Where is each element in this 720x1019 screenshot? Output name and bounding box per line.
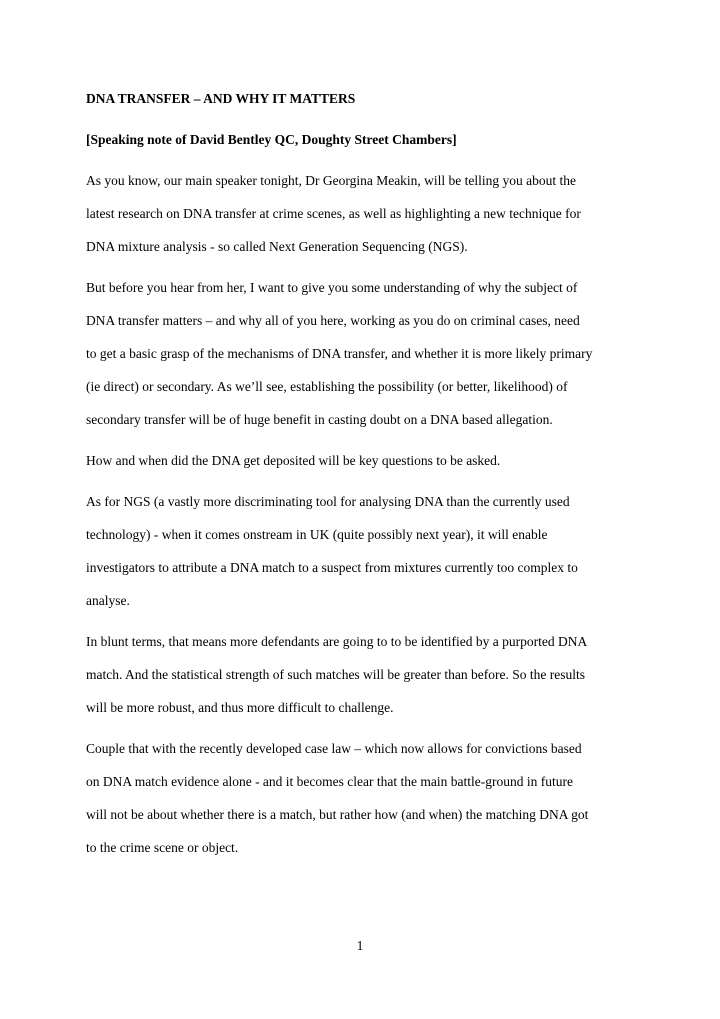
- paragraph-line: (ie direct) or secondary. As we’ll see, establishing the possibility (or better, likelihood) of: [86, 379, 568, 394]
- paragraph-line: will be more robust, and thus more difficult to challenge.: [86, 700, 394, 715]
- document-subtitle: [Speaking note of David Bentley QC, Doughty Street Chambers]: [86, 132, 457, 147]
- paragraph-1: [86, 164, 646, 263]
- paragraph-line: technology) - when it comes onstream in UK (quite possibly next year), it will enable: [86, 527, 548, 542]
- paragraph-line: secondary transfer will be of huge benefit in casting doubt on a DNA based allegation.: [86, 412, 553, 427]
- document-title: DNA TRANSFER – AND WHY IT MATTERS: [86, 91, 356, 106]
- paragraph-3: [86, 444, 646, 477]
- paragraph-line: How and when did the DNA get deposited will be key questions to be asked.: [86, 453, 501, 468]
- paragraph-6: [86, 732, 646, 864]
- paragraph-line: will not be about whether there is a match, but rather how (and when) the matching DNA got: [86, 807, 589, 822]
- paragraph-line: to the crime scene or object.: [86, 840, 239, 855]
- paragraph-line: As for NGS (a vastly more discriminating tool for analysing DNA than the currently used: [86, 494, 570, 509]
- paragraph-5: [86, 625, 646, 724]
- paragraph-line: But before you hear from her, I want to give you some understanding of why the subject of: [86, 280, 578, 295]
- paragraph-2: [86, 271, 646, 436]
- paragraph-line: analyse.: [86, 593, 130, 608]
- paragraph-line: to get a basic grasp of the mechanisms of DNA transfer, and whether it is more likely primary: [86, 346, 593, 361]
- paragraph-line: As you know, our main speaker tonight, Dr Georgina Meakin, will be telling you about the: [86, 173, 577, 188]
- paragraph-line: Couple that with the recently developed case law – which now allows for convictions based: [86, 741, 582, 756]
- paragraph-line: on DNA match evidence alone - and it becomes clear that the main battle-ground in future: [86, 774, 573, 789]
- paragraph-4: [86, 485, 646, 617]
- page-number: 1: [356, 938, 364, 953]
- paragraph-line: DNA transfer matters – and why all of you here, working as you do on criminal cases, need: [86, 313, 580, 328]
- paragraph-line: match. And the statistical strength of such matches will be greater than before. So the results: [86, 667, 585, 682]
- paragraph-line: latest research on DNA transfer at crime scenes, as well as highlighting a new technique for: [86, 206, 581, 221]
- paragraph-line: In blunt terms, that means more defendants are going to to be identified by a purported DNA: [86, 634, 588, 649]
- paragraph-line: DNA mixture analysis - so called Next Generation Sequencing (NGS).: [86, 239, 468, 254]
- document-body: [86, 82, 646, 872]
- paragraph-line: investigators to attribute a DNA match to a suspect from mixtures currently too complex to: [86, 560, 578, 575]
